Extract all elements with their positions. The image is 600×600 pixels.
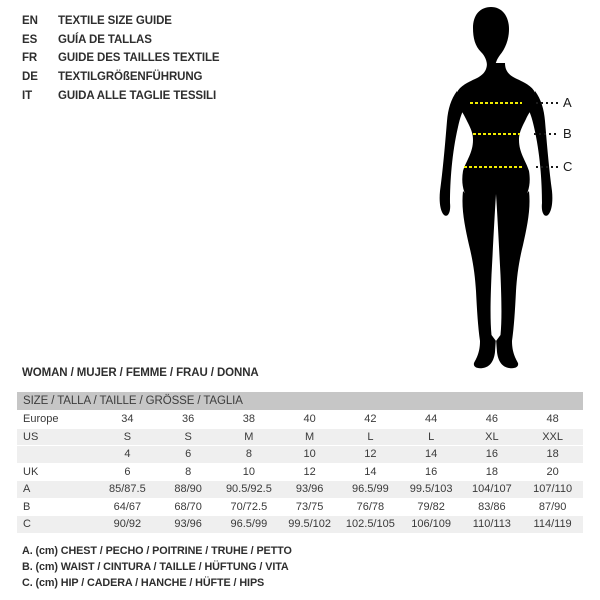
size-cell: 83/86 [478, 500, 506, 513]
size-cell: 48 [546, 413, 559, 425]
woman-silhouette-figure [428, 5, 572, 371]
language-label: TEXTILGRÖßENFÜHRUNG [58, 71, 203, 84]
measure-letter: B [563, 126, 572, 141]
size-cell: L [401, 428, 462, 446]
legend-line: A. (cm) CHEST / PECHO / POITRINE / TRUHE / PETTO [22, 545, 292, 557]
size-cell: 85/87.5 [97, 481, 158, 499]
size-cell: 68/70 [174, 500, 202, 513]
row-label: US [17, 428, 97, 446]
size-cell: 110/113 [462, 516, 523, 534]
measure-letter: C [563, 159, 573, 174]
size-cell: 10 [279, 446, 340, 464]
size-cell: 93/96 [279, 481, 340, 499]
size-cell: 16 [462, 446, 523, 464]
size-cell: 64/67 [113, 500, 142, 513]
size-cell: 38 [242, 413, 255, 425]
language-row [22, 87, 220, 106]
language-code: IT [22, 89, 33, 102]
row-label: UK [23, 465, 39, 478]
language-code: FR [22, 52, 38, 65]
size-cell: 6 [124, 465, 131, 478]
size-cell: 93/96 [158, 516, 219, 534]
size-cell: 106/109 [401, 516, 462, 534]
size-cell: 96.5/99 [340, 481, 401, 499]
size-cell: 14 [401, 446, 462, 464]
size-cell: 102.5/105 [340, 516, 401, 534]
language-row [22, 31, 220, 50]
size-cell: 107/110 [522, 481, 583, 499]
size-cell: 73/75 [295, 500, 324, 513]
measure-legend [22, 543, 292, 592]
size-cell: 79/82 [417, 500, 445, 513]
row-label [17, 446, 97, 464]
language-label: TEXTILE SIZE GUIDE [58, 15, 172, 27]
size-cell: 90.5/92.5 [219, 481, 280, 499]
size-cell: XL [462, 428, 523, 446]
language-label: GUIDA ALLE TAGLIE TESSILI [58, 89, 217, 102]
language-code: DE [22, 71, 38, 84]
size-cell: 4 [97, 446, 158, 464]
size-cell: 70/72.5 [230, 500, 268, 513]
size-cell: 76/78 [356, 500, 385, 513]
size-cell: 8 [185, 465, 192, 478]
row-label: Europe [23, 413, 59, 425]
row-label: B [23, 500, 31, 513]
table-row [17, 411, 583, 429]
size-cell: 16 [425, 465, 438, 478]
language-code: ES [22, 33, 38, 46]
size-cell: XXL [522, 428, 583, 446]
size-cell: S [97, 428, 158, 446]
measure-letter: A [563, 95, 572, 110]
size-cell: M [279, 428, 340, 446]
size-table-body [17, 411, 583, 534]
size-cell: 99.5/103 [401, 481, 462, 499]
size-cell: 14 [364, 465, 377, 478]
section-title: WOMAN / MUJER / FEMME / FRAU / DONNA [22, 367, 259, 379]
table-row [17, 463, 583, 481]
size-cell: 88/90 [158, 481, 219, 499]
size-cell: 12 [340, 446, 401, 464]
size-cell: 10 [242, 465, 255, 478]
row-label: A [17, 481, 97, 499]
size-cell: 12 [303, 465, 316, 478]
size-cell: 6 [158, 446, 219, 464]
size-cell: 20 [546, 465, 559, 478]
table-row [17, 428, 583, 446]
size-cell: S [158, 428, 219, 446]
legend-line: C. (cm) HIP / CADERA / HANCHE / HÜFTE / HIPS [22, 577, 265, 590]
size-cell: 36 [182, 413, 195, 425]
size-table-header-row [17, 392, 583, 411]
size-cell: 96.5/99 [219, 516, 280, 534]
size-cell: 104/107 [462, 481, 523, 499]
woman-silhouette-icon [428, 5, 572, 371]
size-cell: 87/90 [538, 500, 567, 513]
size-cell: 8 [219, 446, 280, 464]
size-cell: 42 [364, 413, 377, 425]
table-row [17, 498, 583, 516]
size-cell: L [340, 428, 401, 446]
size-cell: 34 [121, 413, 134, 425]
table-row [17, 516, 583, 534]
legend-line: B. (cm) WAIST / CINTURA / TAILLE / HÜFTUNG / VITA [22, 561, 289, 574]
table-row [17, 446, 583, 464]
row-label: C [17, 516, 97, 534]
size-cell: M [219, 428, 280, 446]
language-row [22, 68, 220, 87]
size-cell: 114/119 [522, 516, 583, 534]
size-table [17, 392, 583, 534]
size-cell: 40 [303, 413, 316, 425]
language-list [22, 12, 220, 106]
size-cell: 90/92 [97, 516, 158, 534]
language-code: EN [22, 15, 38, 27]
language-row [22, 12, 220, 31]
size-cell: 46 [485, 413, 498, 425]
table-row [17, 481, 583, 499]
size-cell: 99.5/102 [279, 516, 340, 534]
size-cell: 18 [485, 465, 498, 478]
language-label: GUÍA DE TALLAS [58, 33, 152, 46]
size-table-header: SIZE / TALLA / TAILLE / GRÖSSE / TAGLIA [17, 392, 583, 411]
size-cell: 44 [425, 413, 438, 425]
size-cell: 18 [522, 446, 583, 464]
language-row [22, 49, 220, 68]
language-label: GUIDE DES TAILLES TEXTILE [58, 52, 220, 65]
